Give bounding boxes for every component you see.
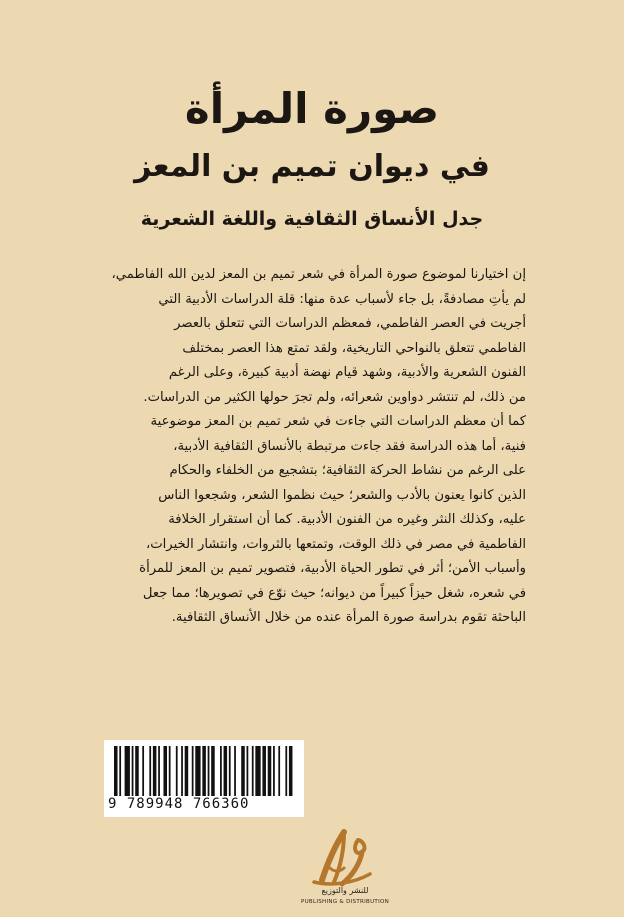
isbn-number: 9 789948 766360 bbox=[108, 796, 250, 812]
blurb-line: الفنون الشعرية والأدبية، وشهد قيام نهضة أدبية كبيرة، وعلى الرغم bbox=[168, 365, 526, 380]
blurb-line: الفاطمية في مصر في ذلك الوقت، وتمتعها بالثروات، وانتشار الخيرات، bbox=[145, 536, 526, 552]
publisher-name-arabic: للنشر والتوزيع bbox=[321, 886, 369, 895]
blurb-line: أجريت في العصر الفاطمي، فمعظم الدراسات التي تتعلق بالعصر bbox=[174, 316, 526, 331]
barcode-bar bbox=[220, 746, 222, 796]
barcode-bar bbox=[278, 746, 280, 796]
blurb-line: الفاطمي تتعلق بالنواحي التاريخية، ولقد تمتع هذا العصر بمختلف bbox=[182, 340, 526, 356]
blurb-line: كما أن معظم الدراسات التي جاءت في شعر تميم بن المعز موضوعية bbox=[150, 414, 526, 429]
barcode-bar bbox=[142, 746, 144, 796]
barcode-bar bbox=[229, 746, 231, 796]
barcode-bar bbox=[234, 746, 236, 796]
blurb-line: من ذلك، لم تنتشر دواوين شعرائه، ولم تجرَ حولها الكثير من الدراسات. bbox=[143, 389, 526, 405]
barcode-bar bbox=[125, 746, 130, 796]
book-tagline: جدل الأنساق الثقافية واللغة الشعرية bbox=[140, 208, 484, 230]
blurb-line: لم يأتِ مصادفةً، بل جاء لأسباب عدة منها: قلة الدراسات الأدبية التي bbox=[158, 291, 526, 307]
barcode-bar bbox=[153, 746, 157, 796]
barcode-bar bbox=[273, 746, 275, 796]
barcode-bar bbox=[169, 746, 171, 796]
barcode-bar bbox=[247, 746, 249, 796]
barcode-bar bbox=[149, 746, 151, 796]
barcode-bar bbox=[135, 746, 139, 796]
barcode-bar bbox=[255, 746, 260, 796]
barcode-bar bbox=[158, 746, 160, 796]
isbn-barcode bbox=[104, 740, 304, 817]
barcode-bar bbox=[268, 746, 272, 796]
barcode-bar bbox=[163, 746, 167, 796]
barcode-bar bbox=[224, 746, 228, 796]
barcode-bar bbox=[185, 746, 189, 796]
blurb-paragraph bbox=[98, 263, 526, 631]
barcode-bars bbox=[114, 746, 296, 796]
barcode-bar bbox=[119, 746, 121, 796]
barcode-bar bbox=[208, 746, 210, 796]
barcode-bar bbox=[132, 746, 134, 796]
book-subtitle: في ديوان تميم بن المعز bbox=[134, 149, 490, 184]
barcode-bar bbox=[195, 746, 200, 796]
blurb-line: الباحثة تقوم بدراسة صورة المرأة عنده من خلال الأنساق الثقافية. bbox=[171, 610, 526, 625]
barcode-bar bbox=[262, 746, 266, 796]
blurb-line: في شعره، شغل حيزاً كبيراً من ديوانه؛ حيث نوّع في تصويرها؛ مما جعل bbox=[142, 585, 526, 601]
blurb-line: إن اختيارنا لموضوع صورة المرأة في شعر تميم بن المعز لدين الله الفاطمي، bbox=[111, 267, 526, 282]
barcode-bar bbox=[241, 746, 245, 796]
barcode-bar bbox=[176, 746, 178, 796]
blurb-line: عليه، وكذلك النثر وغيره من الفنون الأدبية. كما أن استقرار الخلافة bbox=[168, 512, 526, 527]
barcode-bar bbox=[202, 746, 206, 796]
barcode-bar bbox=[211, 746, 215, 796]
book-title: صورة المرأة bbox=[184, 84, 440, 133]
barcode-bar bbox=[114, 746, 118, 796]
barcode-bar bbox=[192, 746, 194, 796]
blurb-line: وأسباب الأمن؛ أثر في تطور الحياة الأدبية، فتصوير تميم بن المعز للمرأة bbox=[139, 561, 526, 576]
barcode-bar bbox=[285, 746, 287, 796]
barcode-bar bbox=[289, 746, 293, 796]
publisher-name-english: PUBLISHING & DISTRIBUTION bbox=[300, 899, 390, 905]
blurb-line: على الرغم من نشاط الحركة الثقافية؛ بتشجيع من الخلفاء والحكام bbox=[169, 463, 526, 478]
blurb-line: الذين كانوا يعنون بالأدب والشعر؛ حيث نظموا الشعر، وشجعوا الناس bbox=[158, 487, 526, 503]
barcode-bar bbox=[181, 746, 183, 796]
blurb-line: فنية، أما هذه الدراسة فقد جاءت مرتبطة بالأنساق الثقافية الأدبية، bbox=[173, 438, 526, 454]
barcode-bar bbox=[252, 746, 254, 796]
